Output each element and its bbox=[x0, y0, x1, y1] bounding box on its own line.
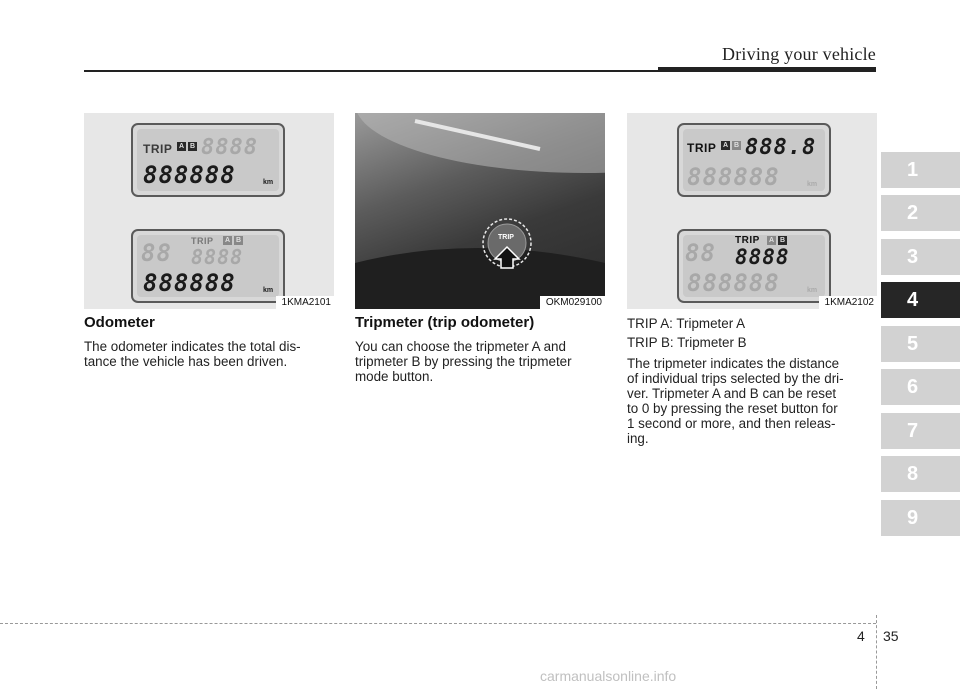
figure-caption: 1KMA2101 bbox=[276, 296, 334, 309]
gear-digits: 88 bbox=[685, 239, 716, 267]
trip-a-indicator: A bbox=[768, 237, 775, 244]
trip-b-definition: TRIP B: Tripmeter B bbox=[627, 335, 747, 350]
km-unit: km bbox=[263, 179, 274, 186]
odometer-description: The odometer indicates the total dis- tance the vehicle has been driven. bbox=[84, 339, 301, 369]
odometer-figure bbox=[84, 113, 334, 309]
chapter-tab-6[interactable]: 6 bbox=[881, 369, 960, 405]
tripmeter-heading: Tripmeter (trip odometer) bbox=[355, 314, 535, 331]
watermark: carmanualsonline.info bbox=[540, 668, 677, 684]
trip-label: TRIP bbox=[143, 142, 173, 156]
trip-label: TRIP bbox=[735, 235, 760, 246]
gear-digits: 88 bbox=[141, 239, 172, 267]
trip-label: TRIP bbox=[191, 236, 214, 246]
odometer-lcd-bottom bbox=[131, 229, 285, 303]
trip-a-definition: TRIP A: Tripmeter A bbox=[627, 316, 746, 331]
chapter-tab-5[interactable]: 5 bbox=[881, 326, 960, 362]
trip-b-indicator: B bbox=[235, 237, 242, 244]
trip-b-indicator: B bbox=[779, 237, 786, 244]
chapter-tab-2[interactable]: 2 bbox=[881, 195, 960, 231]
odometer-digits: 888888 bbox=[143, 161, 236, 189]
tripmeter-description: You can choose the tripmeter A and tripmeter B by pressing the tripmeter mode button. bbox=[355, 339, 572, 384]
page-header-title: Driving your vehicle bbox=[722, 44, 876, 64]
footer-chapter-number: 4 bbox=[857, 628, 865, 644]
chapter-tab-3[interactable]: 3 bbox=[881, 239, 960, 275]
header-rule-accent bbox=[658, 67, 876, 72]
trip-button-figure bbox=[355, 113, 605, 309]
odometer-digits: 888888 bbox=[687, 163, 780, 191]
trip-a-digits: 888.8 bbox=[745, 135, 817, 160]
trip-b-digits: 8888 bbox=[735, 245, 790, 269]
chapter-tab-8[interactable]: 8 bbox=[881, 456, 960, 492]
figure-caption: 1KMA2102 bbox=[819, 296, 877, 309]
trip-label: TRIP bbox=[687, 141, 717, 155]
trip-a-indicator: A bbox=[178, 143, 185, 150]
chapter-tab-9[interactable]: 9 bbox=[881, 500, 960, 536]
footer-page-number: 35 bbox=[883, 628, 899, 644]
tripmeter-figure bbox=[627, 113, 877, 309]
km-unit: km bbox=[263, 287, 274, 294]
tripmeter-lcd-b bbox=[677, 229, 831, 303]
chapter-tab-4[interactable]: 4 bbox=[881, 282, 960, 318]
odometer-heading: Odometer bbox=[84, 314, 155, 331]
odometer-digits: 888888 bbox=[143, 269, 236, 297]
dashboard-photo bbox=[355, 113, 605, 309]
tripmeter-reset-description: The tripmeter indicates the distance of individual trips selected by the dri- ver. Tripmeter A and B can be reset to 0 by pressing the reset button for 1 second or more, and then releas- ing. bbox=[627, 356, 844, 446]
figure-caption: OKM029100 bbox=[540, 296, 605, 309]
footer-divider bbox=[0, 623, 876, 624]
km-unit: km bbox=[807, 287, 818, 294]
odometer-lcd-top bbox=[131, 123, 285, 197]
trip-a-indicator: A bbox=[722, 142, 729, 149]
tripmeter-lcd-a bbox=[677, 123, 831, 197]
trip-b-indicator: B bbox=[189, 143, 196, 150]
km-unit: km bbox=[807, 181, 818, 188]
trip-digits: 8888 bbox=[191, 245, 244, 269]
trip-digits: 8888 bbox=[201, 135, 258, 160]
trip-a-indicator: A bbox=[224, 237, 231, 244]
trip-b-indicator: B bbox=[733, 142, 740, 149]
footer-vertical-divider bbox=[876, 615, 877, 689]
trip-button-label: TRIP bbox=[498, 234, 514, 241]
chapter-tab-7[interactable]: 7 bbox=[881, 413, 960, 449]
odometer-digits: 888888 bbox=[687, 269, 780, 297]
chapter-tab-1[interactable]: 1 bbox=[881, 152, 960, 188]
